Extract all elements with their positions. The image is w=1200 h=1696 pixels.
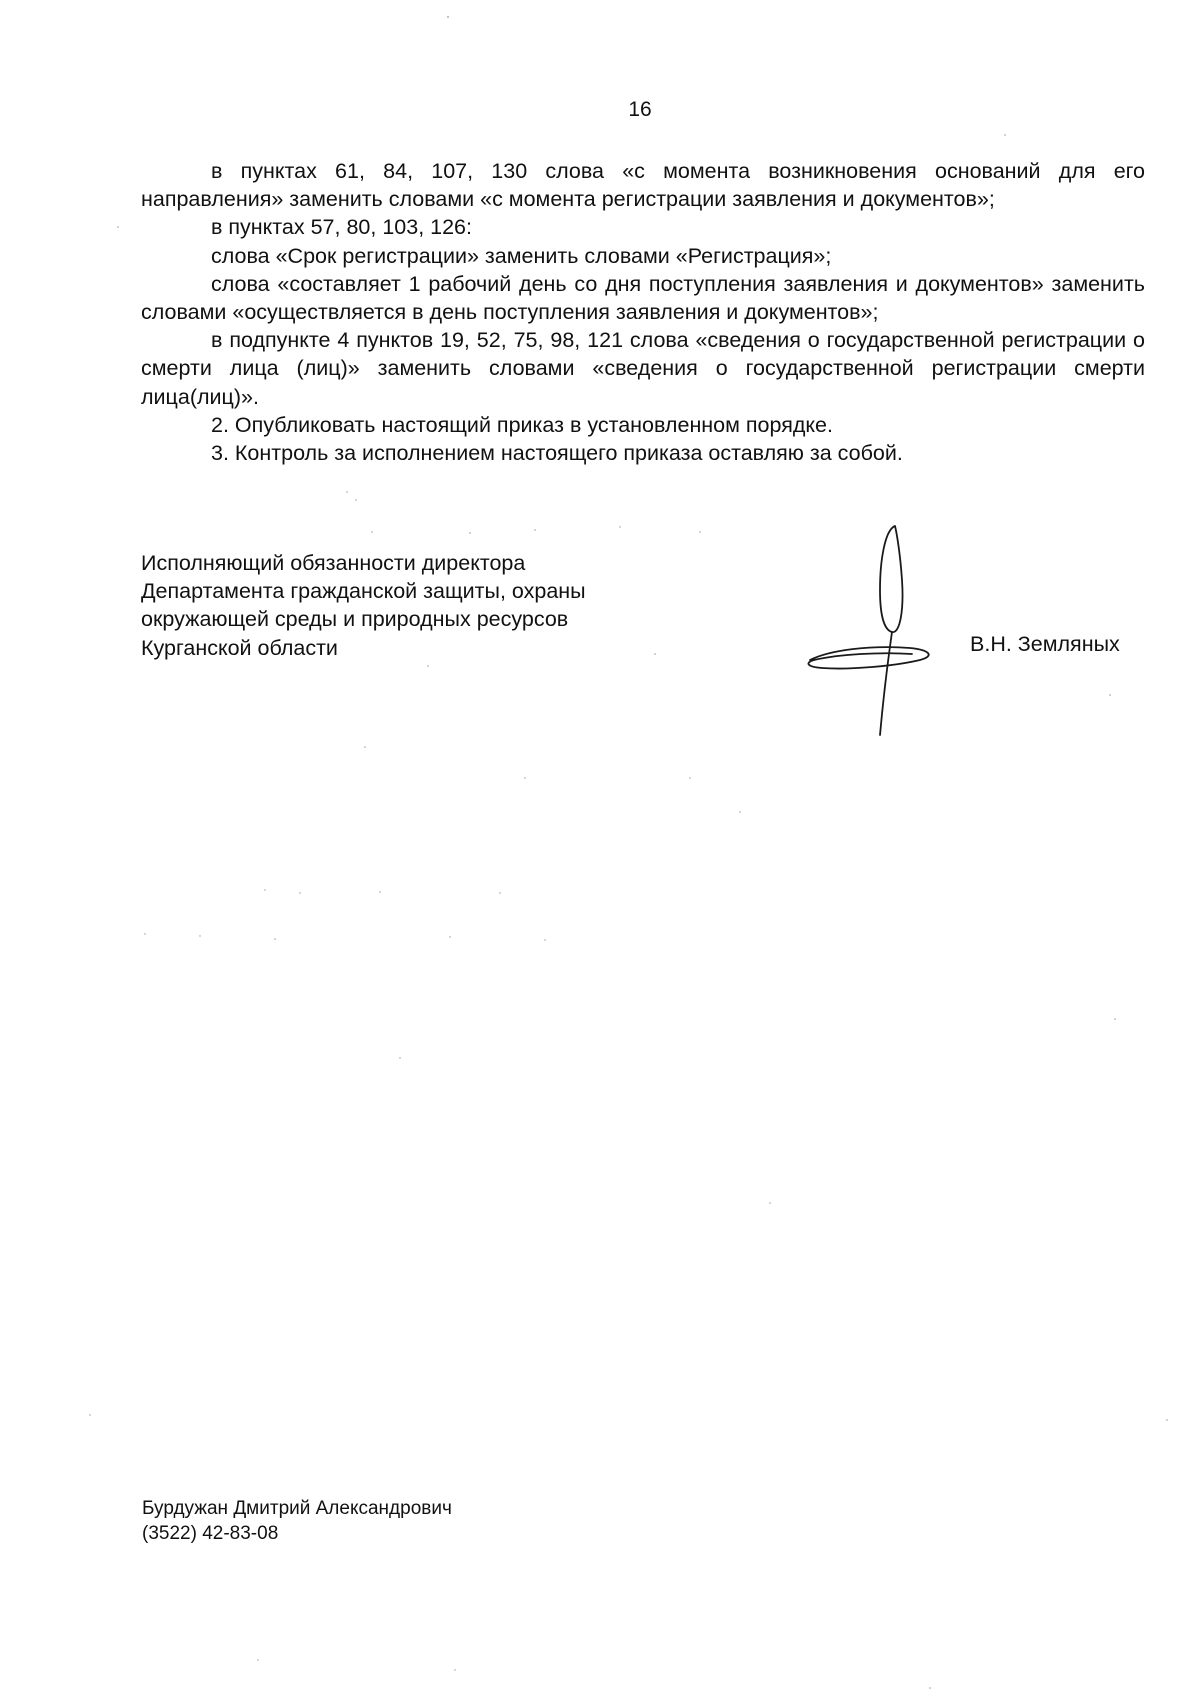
paragraph-4: слова «составляет 1 рабочий день со дня поступления заявления и документов» заменить словами «осуществляется в день поступления заявления и документов»; [141,271,1145,325]
body-text [141,157,1145,467]
handwritten-signature [800,520,950,740]
position-line: Курганской области [141,635,338,660]
executor-name: Бурдужан Дмитрий Александрович [142,1498,452,1519]
paragraph-1: в пунктах 61, 84, 107, 130 слова «с момента возникновения оснований для его направления» заменить словами «с момента регистрации заявления и документов»; [141,159,1145,212]
paragraph-3: слова «Срок регистрации» заменить словами «Регистрация»; [211,243,832,268]
page-number: 16 [628,98,652,121]
paragraph-5: в подпункте 4 пунктов 19, 52, 75, 98, 121 слова «сведения о государственной регистрации о смерти лица (лиц)» заменить словами «сведения о государственной регистрации смерти лица(лиц)». [141,328,1145,409]
paragraph-2: в пунктах 57, 80, 103, 126: [211,215,472,240]
paragraph-6: 2. Опубликовать настоящий приказ в установленном порядке. [211,412,833,437]
paragraph-7: 3. Контроль за исполнением настоящего приказа оставляю за собой. [211,441,903,466]
signatory-position [141,549,661,662]
position-line: Департамента гражданской защиты, охраны [141,579,586,604]
signatory-name: В.Н. Земляных [970,632,1120,656]
executor-info [142,1496,452,1546]
executor-phone: (3522) 42-83-08 [142,1523,279,1544]
position-line: окружающей среды и природных ресурсов [141,607,569,632]
position-line: Исполняющий обязанности директора [141,551,526,575]
